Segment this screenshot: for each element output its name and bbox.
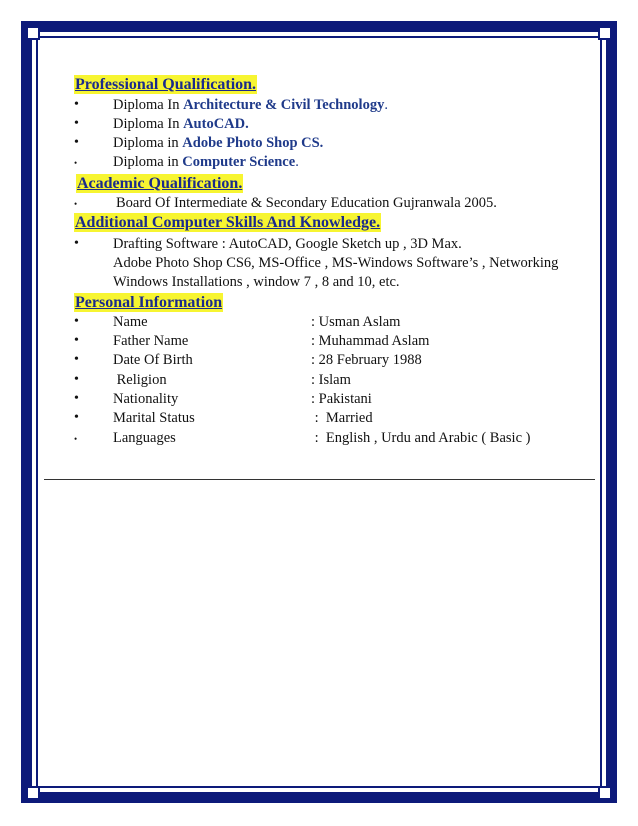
computer-skills-heading: Additional Computer Skills And Knowledge. (75, 214, 381, 231)
item-highlight: Computer Science (182, 154, 296, 170)
personal-value-nationality: : Pakistani (311, 391, 372, 407)
professional-item-2 (113, 115, 249, 133)
personal-label-nationality: Nationality (113, 391, 179, 407)
item-text: Diploma in (113, 135, 183, 151)
item-highlight: AutoCAD. (183, 116, 249, 132)
professional-item-1 (113, 96, 388, 114)
item-text: Diploma in (113, 154, 183, 170)
personal-value-religion: : Islam (311, 372, 351, 388)
item-highlight: Architecture & Civil Technology (183, 97, 385, 113)
personal-label-religion: Religion (113, 372, 167, 388)
bullet: • (74, 135, 79, 150)
item-suffix: . (295, 154, 299, 170)
personal-value-name: : Usman Aslam (311, 314, 401, 330)
item-highlight: Adobe Photo Shop CS. (182, 135, 324, 151)
bullet: • (74, 116, 79, 131)
item-text: Diploma In (113, 97, 184, 113)
bullet: • (74, 97, 79, 112)
bullet: • (74, 236, 79, 251)
personal-value-languages: : English , Urdu and Arabic ( Basic ) (311, 430, 531, 446)
item-suffix: . (384, 97, 388, 113)
bullet: • (74, 434, 78, 444)
bullet: • (74, 391, 79, 406)
professional-item-3 (113, 134, 323, 152)
computer-skills-line-3: Windows Installations , window 7 , 8 and 10, etc. (113, 274, 400, 290)
bullet: • (74, 314, 79, 329)
bullet: • (74, 352, 79, 367)
bullet: • (74, 333, 79, 348)
personal-value-marital-status: : Married (311, 410, 373, 426)
personal-value-dob: : 28 February 1988 (311, 352, 422, 368)
academic-qualification-heading: Academic Qualification. (77, 175, 243, 192)
item-text: Diploma In (113, 116, 184, 132)
bullet: • (74, 410, 79, 425)
bullet: • (74, 158, 78, 168)
academic-item: Board Of Intermediate & Secondary Education Gujranwala 2005. (116, 195, 497, 211)
personal-label-dob: Date Of Birth (113, 352, 193, 368)
computer-skills-line-2: Adobe Photo Shop CS6, MS-Office , MS-Windows Software’s , Networking (113, 255, 559, 271)
personal-label-name: Name (113, 314, 148, 330)
personal-value-father-name: : Muhammad Aslam (311, 333, 430, 349)
personal-label-father-name: Father Name (113, 333, 189, 349)
computer-skills-line-1: Drafting Software : AutoCAD, Google Sketch up , 3D Max. (113, 236, 462, 252)
bullet: • (74, 199, 78, 209)
professional-qualification-heading: Professional Qualification. (75, 76, 257, 93)
personal-information-heading: Personal Information (75, 294, 223, 311)
bullet: • (74, 372, 79, 387)
personal-label-languages: Languages (113, 430, 176, 446)
professional-item-4 (113, 153, 299, 171)
personal-label-marital-status: Marital Status (113, 410, 195, 426)
section-divider (44, 479, 595, 480)
